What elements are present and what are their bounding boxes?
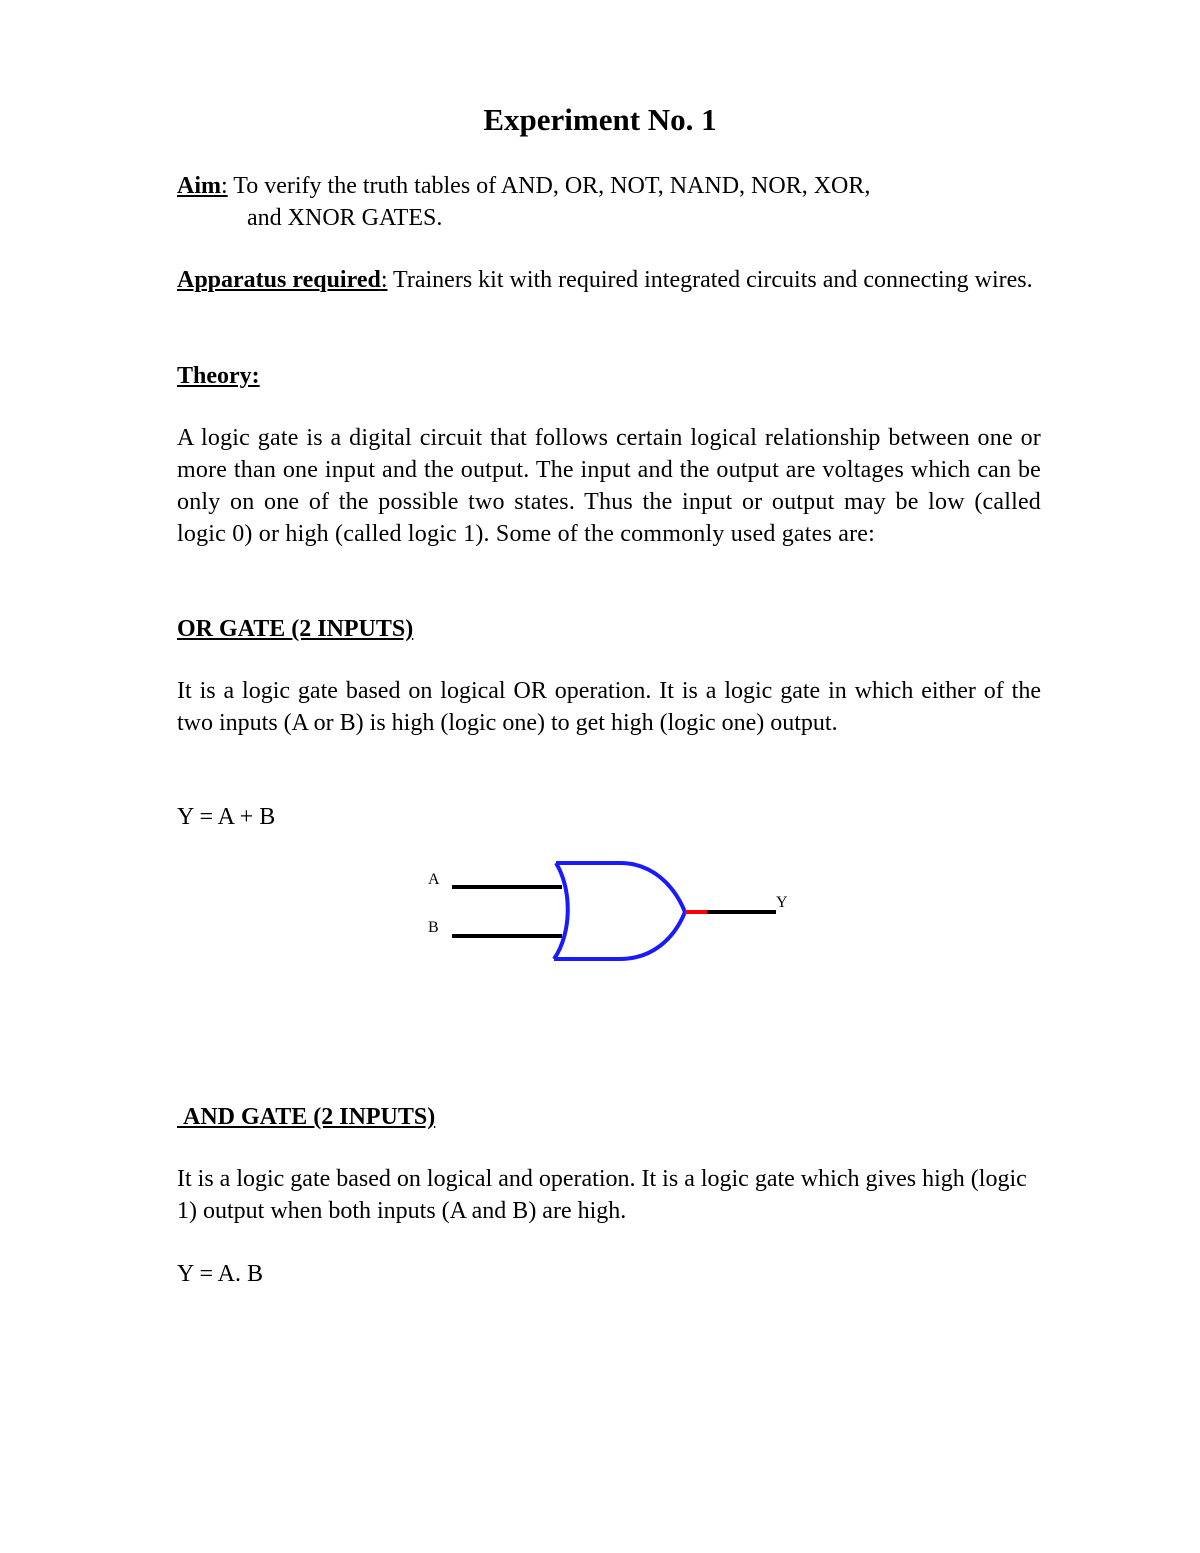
and-gate-paragraph: It is a logic gate based on logical and operation. It is a logic gate which gives high (logic 1) output when both inputs (A and B) are high. (177, 1166, 1027, 1224)
theory-heading: Theory: (177, 363, 260, 389)
aim-text-line1: To verify the truth tables of AND, OR, NOT, NAND, NOR, XOR, (227, 173, 871, 199)
and-gate-heading-text: AND GATE (2 INPUTS) (183, 1104, 436, 1130)
or-gate-equation: Y = A + B (177, 804, 276, 830)
and-gate-heading (177, 1101, 1041, 1133)
or-gate-paragraph: It is a logic gate based on logical OR operation. It is a logic gate in which either of the two inputs (A or B) is high (logic one) to get high (logic one) output. (177, 678, 1041, 736)
apparatus-section (177, 264, 1041, 296)
or-gate-diagram (420, 855, 800, 975)
or-output-y-label: Y (776, 894, 788, 911)
aim-section (177, 170, 1041, 234)
and-gate-equation: Y = A. B (177, 1261, 263, 1287)
or-gate-back-curve (554, 863, 568, 959)
aim-label: Aim (177, 173, 221, 199)
or-gate-body (554, 863, 685, 959)
apparatus-text: Trainers kit with required integrated circuits and connecting wires. (387, 267, 1033, 293)
or-gate-heading: OR GATE (2 INPUTS) (177, 616, 414, 642)
page-title: Experiment No. 1 (483, 102, 717, 137)
aim-text-line2: and XNOR GATES. (247, 205, 443, 231)
apparatus-label: Apparatus required (177, 267, 381, 293)
apparatus-colon: : (380, 267, 388, 293)
aim-colon: : (221, 173, 228, 199)
theory-paragraph: A logic gate is a digital circuit that follows certain logical relationship between one or more than one input and the output. The input and the output are voltages which can be only on one of the possible two states. Thus the input or output may be low (called logic 0) or high (called logic 1). Some of the commonly used gates are: (177, 425, 1041, 547)
or-input-a-label: A (428, 871, 440, 888)
or-input-b-label: B (428, 919, 439, 936)
